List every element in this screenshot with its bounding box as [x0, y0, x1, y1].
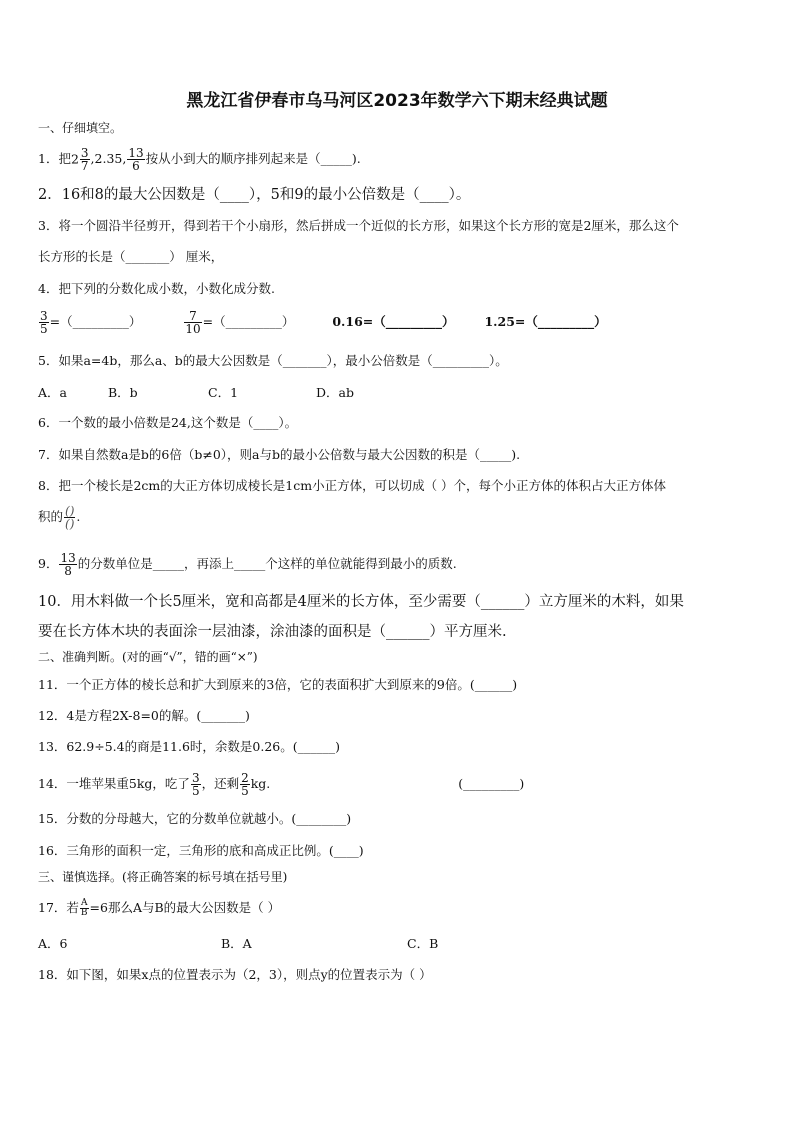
section-heading-2: 二、准确判断。(对的画“√”，错的画“×”) — [38, 650, 258, 664]
numerator: 7 — [184, 310, 201, 323]
numerator: 3 — [191, 771, 200, 785]
question-1 — [38, 147, 361, 172]
q9-prefix: 9． — [38, 556, 59, 571]
denominator: 8 — [64, 564, 72, 578]
q14-suffix: kg. — [250, 776, 271, 791]
numerator: A — [80, 898, 88, 908]
denominator: 6 — [132, 159, 140, 173]
q4-fraction-b — [184, 310, 201, 335]
question-11: 11．一个正方体的棱长总和扩大到原来的3倍，它的表面积扩大到原来的9倍。(______) — [38, 677, 518, 692]
numerator: () — [65, 504, 75, 518]
q4-answer-b: =（_________） — [202, 314, 295, 329]
numerator: 13 — [60, 551, 76, 565]
q8-suffix: . — [76, 509, 81, 524]
option-a: A．6 — [38, 936, 68, 951]
option-c: C．1 — [208, 385, 239, 400]
denominator: 10 — [185, 322, 201, 336]
question-9 — [38, 552, 457, 577]
question-4-items — [38, 310, 607, 335]
question-7: 7．如果自然数a是b的6倍（b≠0），则a与b的最小公倍数与最大公因数的积是（_____). — [38, 447, 521, 462]
option-c: C．B — [407, 936, 439, 951]
question-8-line-1: 8．把一个棱长是2cm的大正方体切成棱长是1cm小正方体，可以切成（ ）个，每个小正方体的体积占大正方体体 — [38, 478, 667, 493]
question-18: 18．如下图，如果x点的位置表示为（2，3），则点y的位置表示为（ ） — [38, 967, 432, 982]
q17-prefix: 17．若 — [38, 900, 79, 915]
question-3-line-2: 长方形的长是（_______） 厘米， — [38, 249, 224, 264]
q1-fraction-a — [80, 147, 90, 172]
option-b: B．b — [108, 385, 138, 400]
q17-suffix: =6那么A与B的最大公因数是（ ） — [89, 900, 281, 915]
q17-fraction — [80, 899, 89, 918]
q14-fraction-a — [191, 772, 201, 797]
q4-answer-c: 0.16=（_________） — [332, 314, 455, 329]
q8-prefix: 积的 — [38, 509, 64, 524]
denominator: 5 — [241, 784, 249, 798]
q1-suffix: 按从小到大的顺序排列起来是（_____). — [145, 151, 361, 166]
question-13: 13．62.9÷5.4的商是11.6时，余数是0.26。(______) — [38, 739, 341, 754]
q4-answer-d: 1.25=（_________） — [484, 314, 607, 329]
question-5-options — [38, 384, 354, 402]
page-title: 黑龙江省伊春市乌马河区2023年数学六下期末经典试题 — [186, 91, 608, 111]
question-6: 6．一个数的最小倍数是24,这个数是（____）。 — [38, 415, 298, 430]
question-3-line-1: 3．将一个圆沿半径剪开，得到若干个小扇形，然后拼成一个近似的长方形，如果这个长方形的宽是2厘米，那么这个 — [38, 218, 679, 233]
question-16: 16．三角形的面积一定，三角形的底和高成正比例。(____) — [38, 843, 364, 858]
question-17 — [38, 899, 280, 918]
section-heading-1: 一、仔细填空。 — [38, 121, 123, 135]
question-2: 2．16和8的最大公因数是（____），5和9的最小公倍数是（____）。 — [38, 187, 471, 203]
q14-fraction-b — [240, 772, 250, 797]
q4-fraction-a — [39, 310, 49, 335]
numerator: 13 — [128, 146, 144, 160]
q14-answer: (_________) — [458, 776, 525, 791]
question-14 — [38, 772, 524, 797]
question-4: 4．把下列的分数化成小数，小数化成分数. — [38, 281, 275, 296]
numerator: 3 — [80, 146, 89, 160]
q14-prefix: 14．一堆苹果重5kg，吃了 — [38, 776, 190, 791]
q8-fraction — [64, 505, 75, 530]
denominator: 7 — [80, 159, 89, 173]
denominator: B — [80, 908, 88, 918]
q9-fraction — [59, 552, 76, 577]
q1-whole: 2 — [70, 151, 79, 167]
question-10-line-1: 10．用木料做一个长5厘米，宽和高都是4厘米的长方体，至少需要（______）立方厘米的木料，如果 — [38, 594, 684, 610]
question-17-options — [38, 935, 438, 953]
section-heading-3: 三、谨慎选择。(将正确答案的标号填在括号里) — [38, 870, 288, 884]
question-10-line-2: 要在长方体木块的表面涂一层油漆，涂油漆的面积是（______）平方厘米. — [38, 624, 507, 640]
question-12: 12．4是方程2X-8=0的解。(_______) — [38, 708, 250, 723]
denominator: () — [65, 517, 75, 531]
question-5: 5．如果a=4b，那么a、b的最大公因数是（_______），最小公倍数是（_________）。 — [38, 353, 508, 368]
q14-mid: ，还剩 — [201, 776, 240, 791]
question-15: 15．分数的分母越大，它的分数单位就越小。(________) — [38, 811, 352, 826]
q1-prefix: 1．把 — [38, 151, 71, 166]
denominator: 5 — [191, 784, 200, 798]
q9-suffix: 的分数单位是_____，再添上_____个这样的单位就能得到最小的质数. — [77, 556, 457, 571]
option-a: A．a — [38, 385, 67, 400]
question-8-line-2 — [38, 505, 80, 530]
option-d: D．ab — [316, 385, 354, 400]
denominator: 5 — [40, 322, 48, 336]
numerator: 3 — [40, 309, 48, 323]
option-b: B．A — [221, 936, 252, 951]
q1-fraction-b — [127, 147, 144, 172]
q1-mid: ,2.35, — [90, 151, 127, 166]
q4-answer-a: =（_________） — [49, 314, 142, 329]
numerator: 2 — [241, 771, 249, 785]
